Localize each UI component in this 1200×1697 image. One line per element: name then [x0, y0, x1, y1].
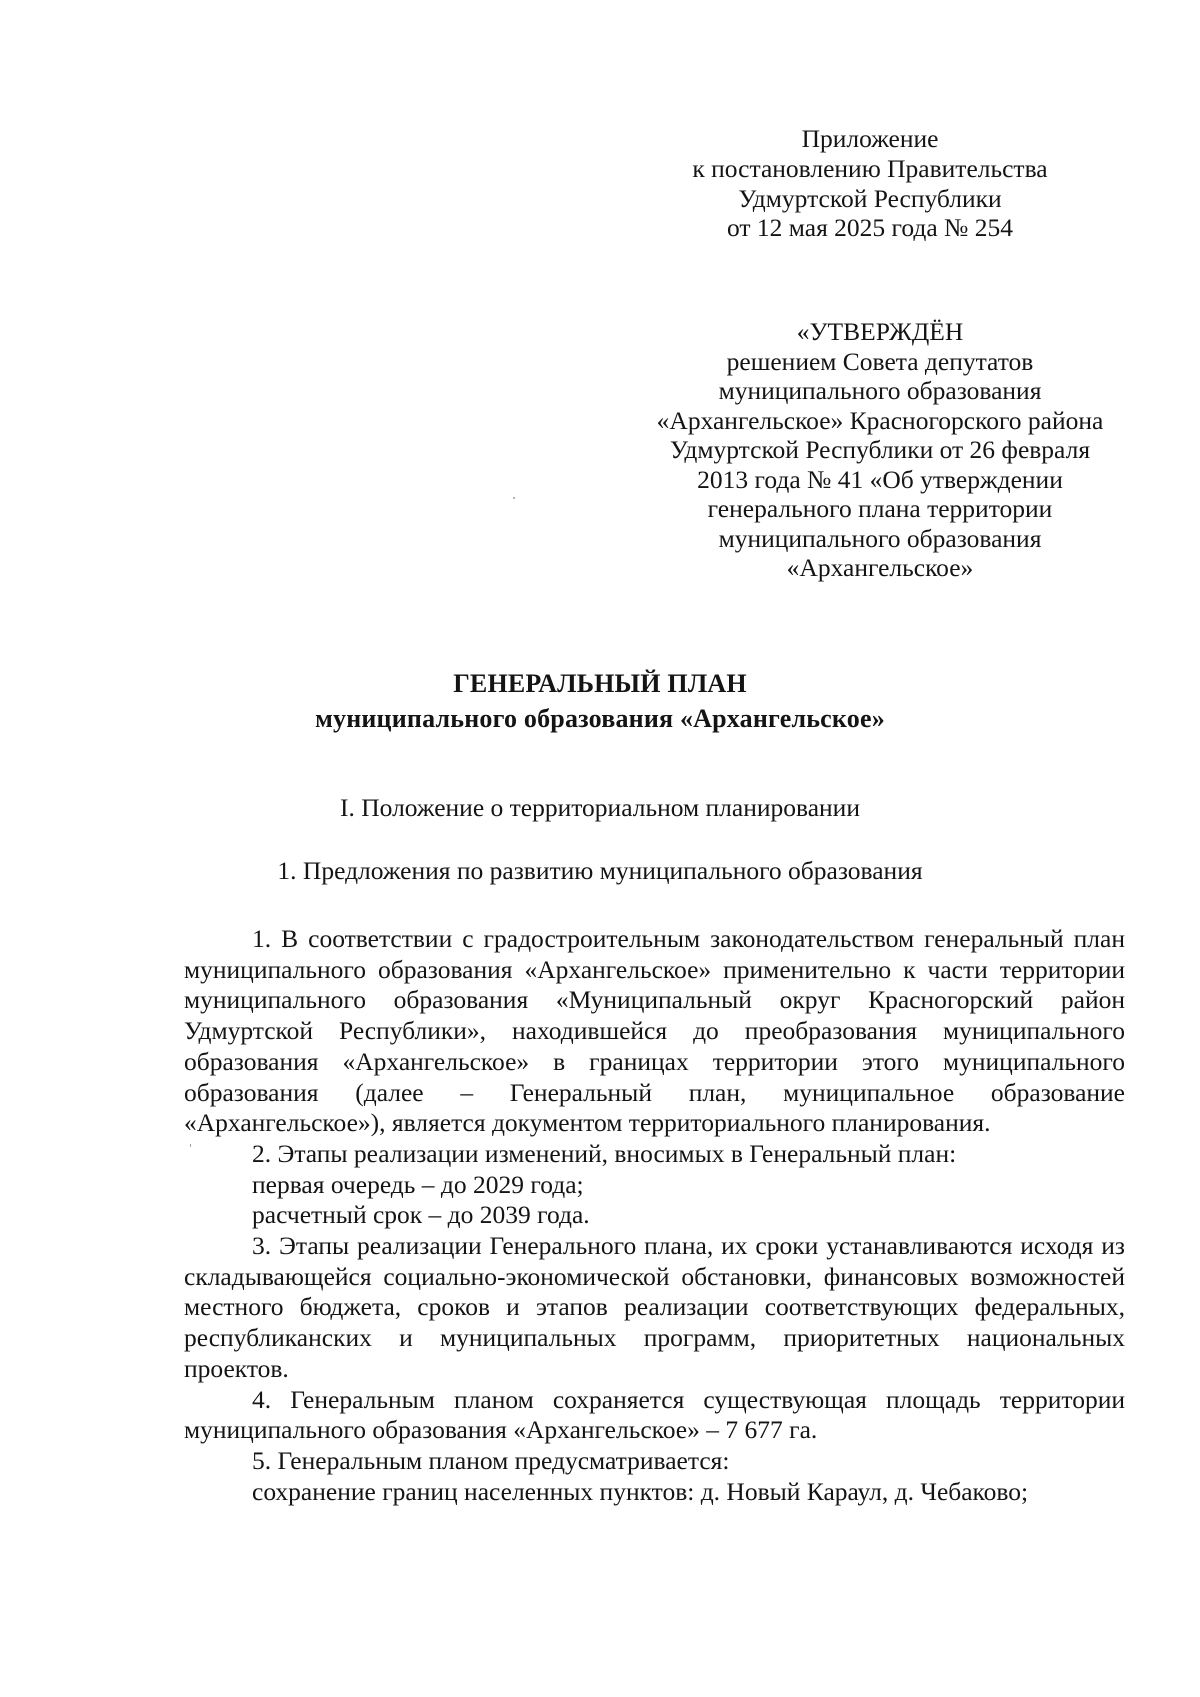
approval-line: 2013 года № 41 «Об утверждении: [697, 464, 1063, 494]
paragraph-5-item: сохранение границ населенных пунктов: д. Новый Караул, д. Чебаково;: [252, 1476, 1029, 1506]
appendix-header: [650, 124, 1090, 243]
approval-line: решением Совета депутатов: [726, 346, 1034, 376]
approval-line: Удмуртской Республики от 26 февраля: [669, 435, 1091, 464]
appendix-line: Удмуртской Республики: [738, 183, 1002, 213]
scan-speck: [190, 1144, 191, 1147]
approval-line: муниципального образования: [718, 376, 1042, 405]
paragraph-2-item: расчетный срок – до 2039 года.: [252, 1200, 590, 1230]
appendix-line: к постановлению Правительства: [692, 153, 1048, 183]
approval-line: «Архангельское» Красногорского района: [656, 405, 1104, 435]
scan-speck: [513, 497, 515, 499]
section-heading: I. Положение о территориальном планировании: [340, 793, 860, 822]
approval-line: муниципального образования: [718, 523, 1042, 553]
subsection-heading: 1. Предложения по развитию муниципального образования: [277, 856, 923, 885]
paragraph-2-item: первая очередь – до 2029 года;: [252, 1169, 584, 1199]
appendix-date-number: от 12 мая 2025 года № 254: [726, 213, 1014, 243]
paragraph-4: 4. Генеральным планом сохраняется существующая площадь территории муниципального образования «Архангельское» – 7 677 га.: [184, 1384, 1125, 1445]
title-main: ГЕНЕРАЛЬНЫЙ ПЛАН: [453, 669, 747, 698]
paragraph-1: 1. В соответствии с градостроительным законодательством генеральный план муниципального образования «Архангельское» применительно к части территории муниципального образования «Муниципальный округ Красногорский район Удмуртской Республики», находившейся до преобразования муниципального образования «Архангельское» в границах территории этого муниципального образования (далее – Генеральный план, муниципальное образование «Архангельское»), является документом территориального планирования.: [184, 924, 1125, 1138]
paragraph-5: 5. Генеральным планом предусматривается:: [252, 1445, 730, 1475]
title-subtitle: муниципального образования «Архангельское»: [315, 704, 885, 733]
approval-line: генерального плана территории: [707, 494, 1053, 523]
approval-stamp-block: [610, 317, 1150, 583]
document-title: [0, 666, 1200, 736]
appendix-line: Приложение: [801, 124, 939, 153]
approval-line: «Архангельское»: [786, 553, 974, 582]
approval-line: «УТВЕРЖДЁН: [796, 317, 964, 346]
paragraph-3: 3. Этапы реализации Генерального плана, их сроки устанавливаются исходя из складывающейся социально-экономической обстановки, финансовых возможностей местного бюджета, сроков и этапов реализации соответствующих федеральных, республиканских и муниципальных программ, приоритетных национальных проектов.: [184, 1231, 1125, 1383]
document-body: [184, 924, 1125, 1507]
paragraph-2: 2. Этапы реализации изменений, вносимых в Генеральный план:: [252, 1138, 957, 1168]
